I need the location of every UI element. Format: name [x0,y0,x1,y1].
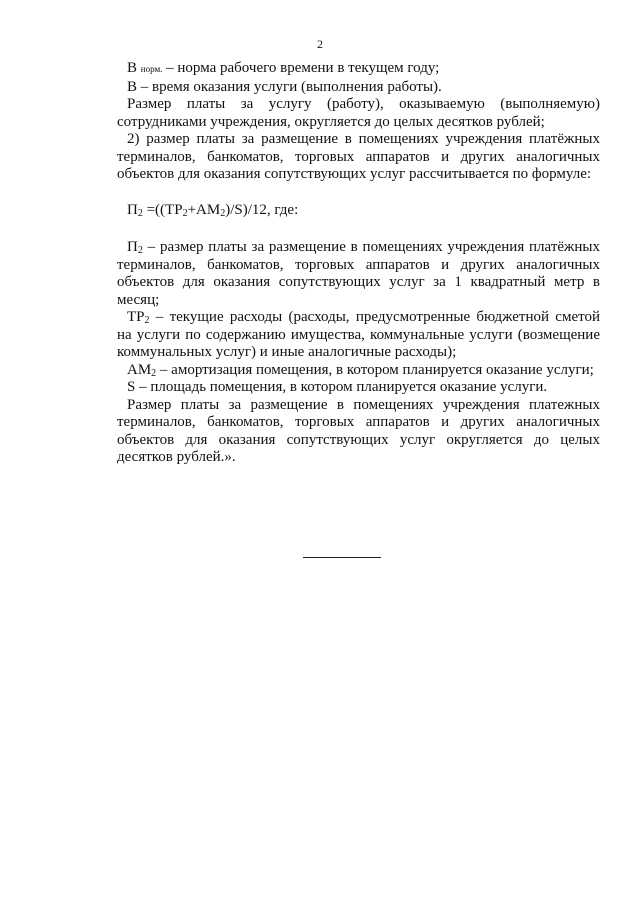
subscript-norm: норм. [140,64,163,74]
definition-b-time: В – время оказания услуги (выполнения работы). [127,78,442,95]
item-2-paragraph: 2) размер платы за размещение в помещениях учреждения платёжных терминалов, банкоматов, торговых аппаратов и других аналогичных объектов для оказания сопутствующих услуг рассчитывается по формуле: [117,131,600,182]
definition-s: S – площадь помещения, в котором планируется оказание услуги. [127,379,548,395]
definition-text: – норма рабочего времени в текущем году; [162,60,440,76]
definition-tr2: $ТР_2$ – текущие расходы (расходы, предусмотренные бюджетной сметой на услуги по содержанию имущества, коммунальные услуги (возмещение коммунальных услуг) и иные аналогичные расходы); [117,309,600,360]
symbol-b: В [127,60,138,76]
definition-am2: $АМ_2$ – амортизация помещения, в котором планируется оказание услуги; [127,361,594,379]
definition-b-norm [117,60,600,79]
page-number: 2 [317,37,323,51]
document-body [117,60,600,467]
formula: $П_2 =((ТР_2+АМ_2)/S)/12$, где: [127,201,299,219]
rounding-paragraph-2: Размер платы за размещение в помещениях учреждения платежных терминалов, банкоматов, торговых аппаратов и других аналогичных объектов для оказания сопутствующих услуг округляется до целых десятков рублей.». [117,396,600,465]
definition-p2: $П_2$ – размер платы за размещение в помещениях учреждения платёжных терминалов, банкоматов, торговых аппаратов и других аналогичных объектов для оказания сопутствующих услуг за 1 квадратный метр в месяц; [117,239,600,308]
rounding-paragraph-1: Размер платы за услугу (работу), оказываемую (выполняемую) сотрудниками учреждения, округляется до целых десятков рублей; [117,96,600,130]
end-divider-line [303,557,381,558]
